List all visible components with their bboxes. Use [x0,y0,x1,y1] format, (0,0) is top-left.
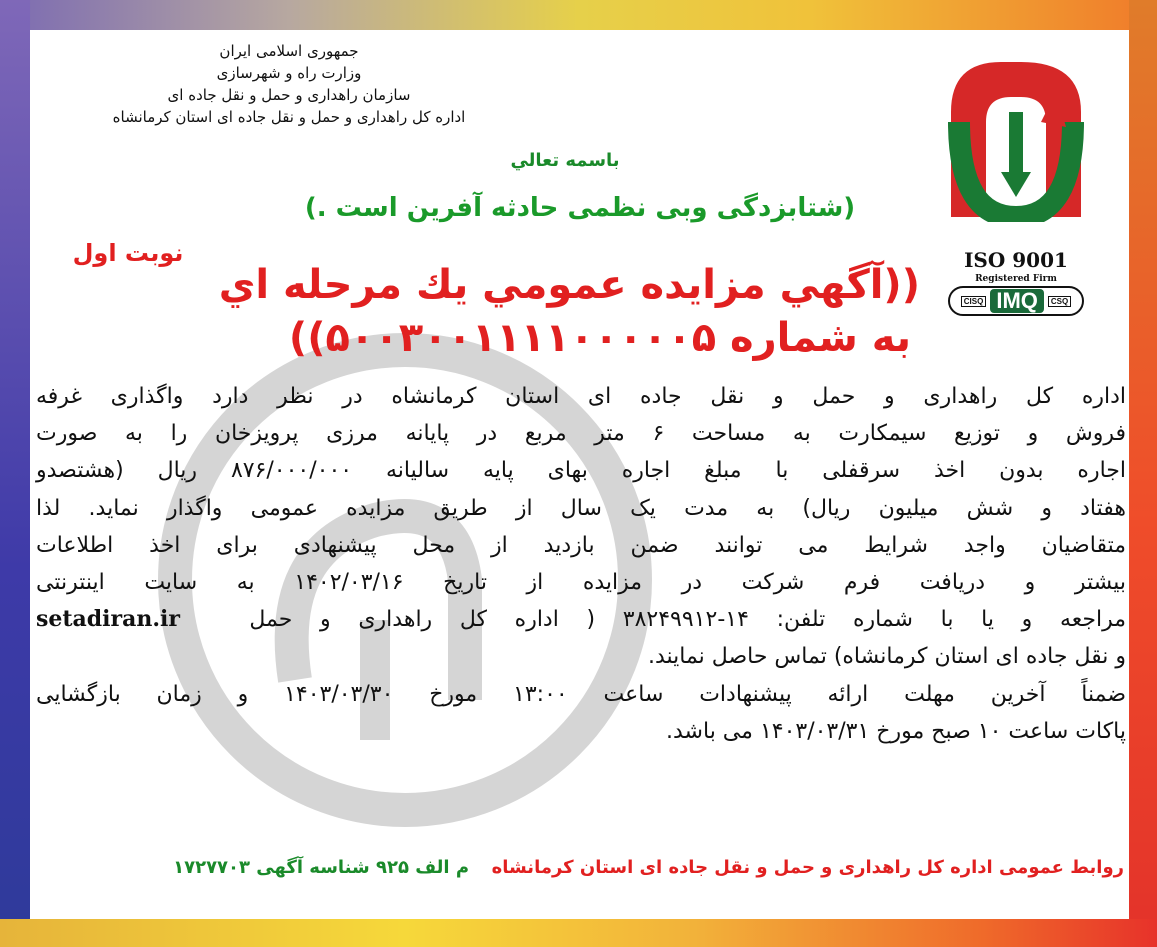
round-label: نوبت اول [72,239,184,267]
imq-mark: IMQ [990,289,1044,313]
frame-right-edge [1129,0,1157,947]
frame-left-edge [0,0,30,947]
header-line: وزارت راه و شهرسازی [216,64,362,82]
iso-label: ISO 9001 [964,248,1068,272]
public-relations-signature: روابط عمومی اداره کل راهداری و حمل و نقل جاده ای استان کرمانشاه [491,857,1124,878]
announcement-code: م الف ۹۲۵ شناسه آگهی ۱۷۲۷۷۰۳ [173,857,470,878]
body-line-with-website [36,601,1126,638]
body-line: بیشتر و دریافت فرم شرکت در مزایده از تاریخ ۱۴۰۲/۰۳/۱۶ به سایت اینترنتی [36,570,1126,596]
body-line: پاکات ساعت ۱۰ صبح مورخ ۱۴۰۳/۰۳/۳۱ می باشد. [666,718,1126,744]
auction-title: ((آگهي مزايده عمومي يك مرحله اي [218,262,920,308]
body-line: متقاضیان واجد شرایط می توانند ضمن بازدید از محل پیشنهادی برای اخذ اطلاعات [36,532,1126,558]
website-link[interactable]: setadiran.ir [36,606,180,633]
safety-motto: (شتابزدگی وبی نظمی حادثه آفرین است .) [304,193,856,223]
frame-bottom-edge [0,919,1157,947]
body-line: مراجعه و یا با شماره تلفن: ۱۴-۳۸۲۴۹۹۱۲ ( اداره کل راهداری و حمل [249,607,1126,633]
auction-number: به شماره ۵۰۰۳۰۰۱۱۱۱۰۰۰۰۰۵)) [288,315,912,361]
header-line: اداره کل راهداری و حمل و نقل جاده ای استان کرمانشاه [112,108,466,126]
header-line: سازمان راهداری و حمل و نقل جاده ای [167,86,411,104]
body-line: ضمناً آخرین مهلت ارائه پیشنهادات ساعت ۱۳:۰۰ مورخ ۱۴۰۳/۰۳/۳۰ و زمان بازگشایی [36,681,1126,707]
body-line: و نقل جاده ای استان کرمانشاه) تماس حاصل نمایند. [647,644,1126,670]
announcement-paper [30,30,1129,919]
header-line: جمهوری اسلامی ایران [219,42,359,60]
ministry-header [39,40,539,128]
basmele-heading: باسمه تعالي [510,150,620,171]
body-line: فروش و توزیع سیمکارت به مساحت ۶ متر مربع در پایانه مرزی پرویزخان را به صورت [36,421,1127,447]
road-maintenance-logo-icon [941,52,1091,222]
imq-badge [948,286,1084,316]
body-line: اجاره بدون اخذ سرقفلی با مبلغ اجاره بهای پایه سالیانه ۸۷۶/۰۰۰/۰۰۰ ریال (هشتصدو [36,458,1127,484]
csq-mark: CSQ [1048,296,1071,307]
body-line: هفتاد و شش میلیون ریال) به مدت یک سال از طریق مزایده عمومی واگذار نماید. لذا [36,495,1126,521]
registered-firm-label: Registered Firm [975,274,1057,284]
frame-top-edge [0,0,1157,30]
body-line: اداره کل راهداری و حمل و نقل جاده ای استان کرمانشاه در نظر دارد واگذاری غرفه [36,384,1126,409]
announcement-footer [36,857,1124,878]
cisq-mark: CISQ [961,296,987,307]
announcement-body [36,378,1126,750]
